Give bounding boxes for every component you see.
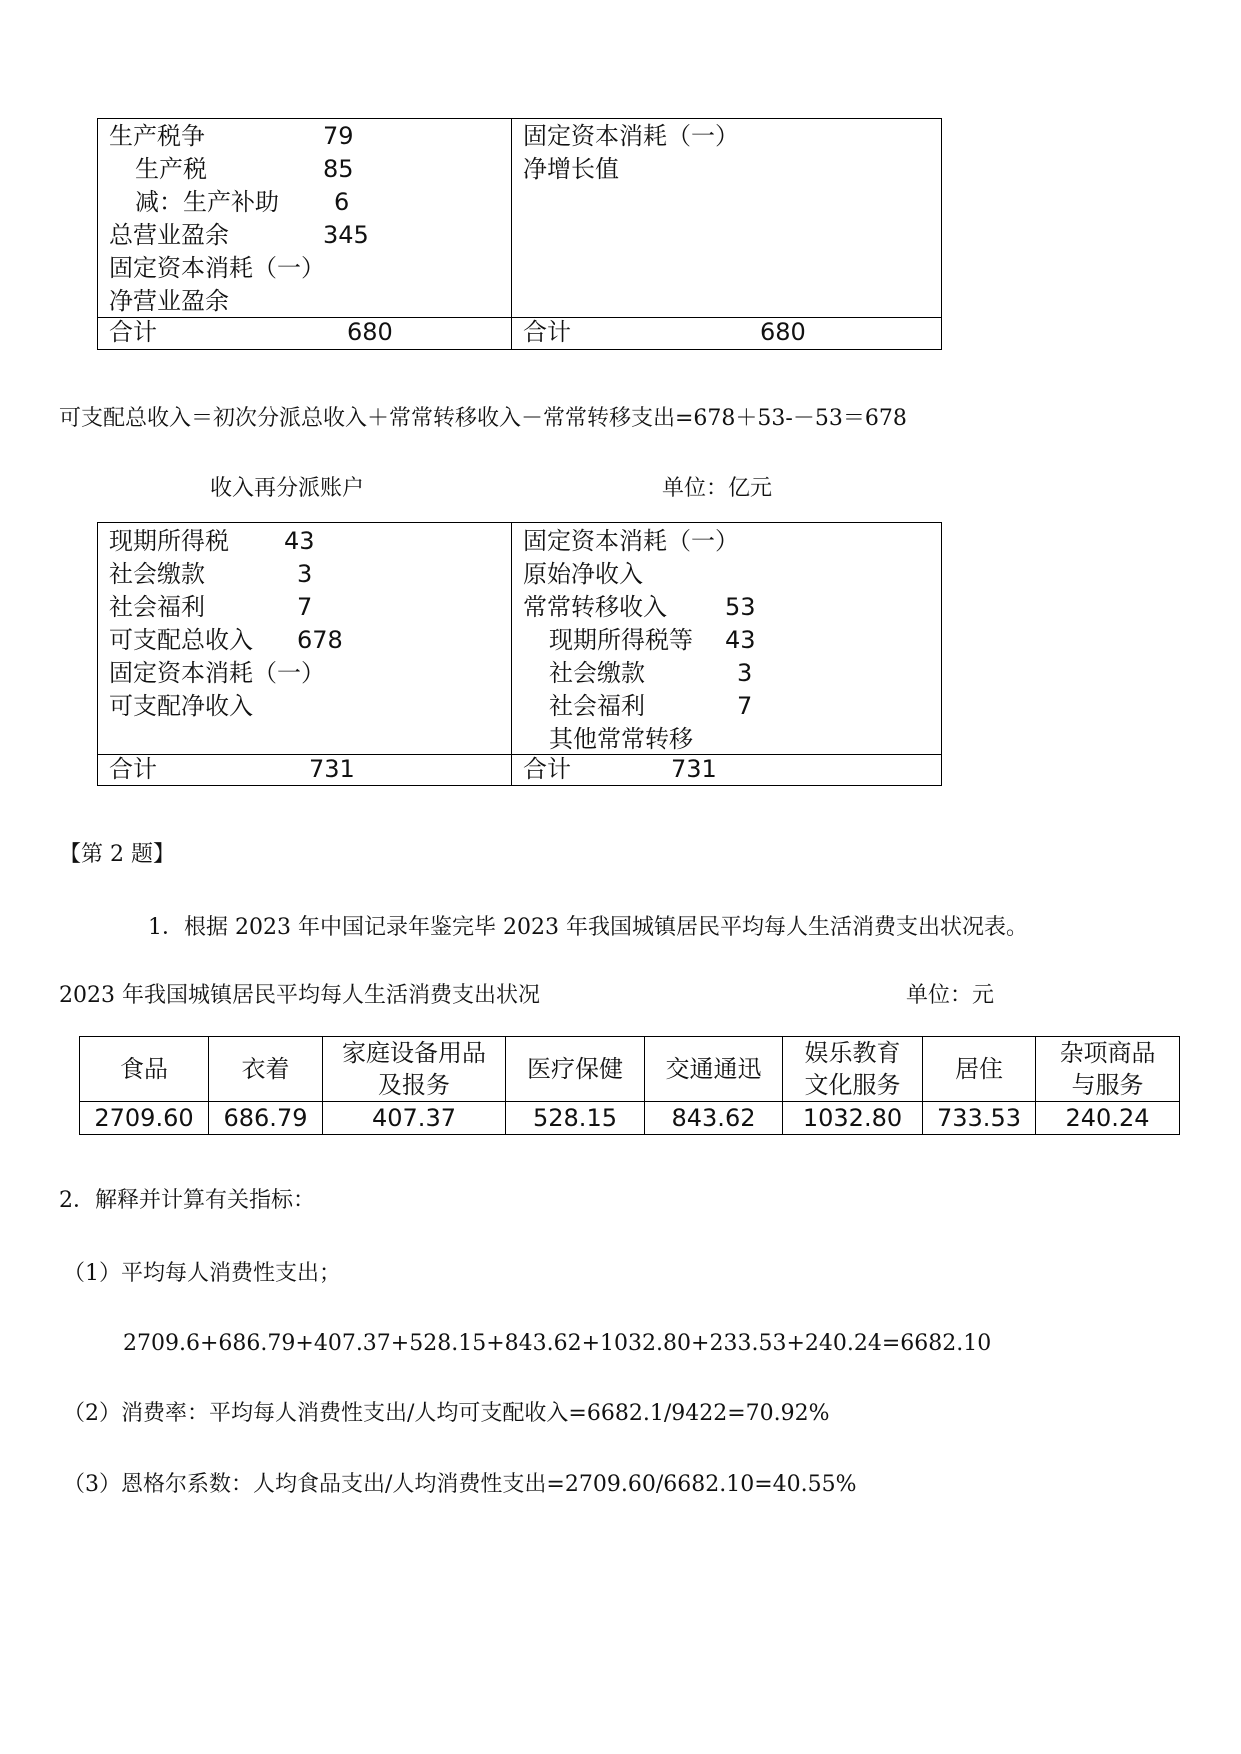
table-unit: 单位：元	[906, 983, 995, 1008]
account-row	[109, 219, 489, 252]
total-label: 合计	[109, 755, 157, 783]
item-1-label: （1）平均每人消费性支出；	[63, 1261, 341, 1286]
account-row	[109, 591, 489, 624]
column-header-line: 交通通迅	[665, 1055, 762, 1083]
row-value: 7	[737, 692, 753, 720]
item-1-calculation: 2709.6+686.79+407.37+528.15+843.62+1032.80+233.53+240.24=6682.10	[123, 1331, 992, 1356]
row-value: 6	[334, 188, 350, 216]
question-heading: 【第 2 题】	[59, 842, 175, 867]
row-label: 生产税	[135, 155, 207, 183]
row-value: 43	[725, 626, 756, 654]
row-label: 减：生产补助	[135, 188, 279, 216]
column-header-line: 娱乐教育	[804, 1039, 901, 1067]
account-row	[523, 120, 903, 153]
total-value: 680	[347, 318, 393, 346]
account-divider	[511, 523, 512, 785]
account-row	[109, 558, 489, 591]
account-row	[523, 657, 903, 690]
column-header-line: 文化服务	[804, 1071, 901, 1099]
account-row	[109, 186, 489, 219]
consumption-header-row	[80, 1037, 1180, 1102]
column-header-line: 医疗保健	[527, 1055, 623, 1083]
row-label: 总营业盈余	[109, 221, 229, 249]
account-row	[109, 153, 489, 186]
account-row	[109, 120, 489, 153]
column-header-line: 与服务	[1071, 1071, 1144, 1099]
consumption-table	[79, 1036, 1180, 1135]
table-cell: 733.53	[923, 1102, 1036, 1135]
total-label: 合计	[523, 318, 571, 346]
question-2-text: 2．解释并计算有关指标：	[59, 1188, 315, 1213]
table-cell: 528.15	[506, 1102, 645, 1135]
total-label: 合计	[109, 318, 157, 346]
total-value: 731	[309, 755, 355, 783]
row-label: 社会福利	[109, 593, 205, 621]
table-cell: 240.24	[1036, 1102, 1180, 1135]
row-value: 43	[284, 527, 315, 555]
row-value: 53	[725, 593, 756, 621]
column-header	[783, 1037, 923, 1102]
row-label: 现期所得税	[109, 527, 229, 555]
account2-unit: 单位：亿元	[662, 476, 773, 501]
item-3-engel-coefficient: （3）恩格尔系数：人均食品支出/人均消费性支出=2709.60/6682.10=40.55%	[63, 1472, 857, 1497]
column-header	[1036, 1037, 1180, 1102]
disposable-income-formula: 可支配总收入＝初次分派总收入＋常常转移收入－常常转移支出=678＋53-－53＝678	[59, 406, 907, 431]
table-cell: 686.79	[209, 1102, 323, 1135]
row-label: 固定资本消耗（一）	[109, 254, 325, 282]
account-row	[523, 153, 903, 186]
account-row	[109, 285, 489, 318]
account2-title: 收入再分派账户	[210, 476, 365, 501]
row-label: 现期所得税等	[549, 626, 693, 654]
table-cell: 2709.60	[80, 1102, 209, 1135]
column-header	[923, 1037, 1036, 1102]
account-divider	[511, 119, 512, 349]
row-label: 社会缴款	[549, 659, 645, 687]
column-header-line: 食品	[120, 1055, 168, 1083]
row-label: 固定资本消耗（一）	[523, 122, 739, 150]
row-label: 原始净收入	[523, 560, 643, 588]
row-label: 常常转移收入	[523, 593, 667, 621]
row-label: 净营业盈余	[109, 287, 229, 315]
item-2-consumption-rate: （2）消费率：平均每人消费性支出/人均可支配收入=6682.1/9422=70.92%	[63, 1401, 830, 1426]
column-header	[323, 1037, 506, 1102]
row-value: 85	[323, 155, 354, 183]
table-cell: 843.62	[645, 1102, 783, 1135]
column-header-line: 居住	[955, 1055, 1003, 1083]
total-value: 731	[671, 755, 717, 783]
row-value: 7	[297, 593, 313, 621]
total-value: 680	[760, 318, 806, 346]
column-header	[506, 1037, 645, 1102]
account-row	[109, 657, 489, 690]
row-label: 社会福利	[549, 692, 645, 720]
column-header-line: 家庭设备用品	[342, 1039, 486, 1067]
table-cell: 407.37	[323, 1102, 506, 1135]
row-value: 3	[737, 659, 753, 687]
account-row	[109, 690, 489, 723]
consumption-value-row	[80, 1102, 1180, 1135]
column-header	[645, 1037, 783, 1102]
row-label: 社会缴款	[109, 560, 205, 588]
question-1-text: 1．根据 2023 年中国记录年鉴完毕 2023 年我国城镇居民平均每人生活消费支出状况表。	[148, 915, 1028, 940]
account-row	[523, 558, 903, 591]
table-title: 2023 年我国城镇居民平均每人生活消费支出状况	[59, 983, 540, 1008]
total-label: 合计	[523, 755, 571, 783]
account-row	[523, 591, 903, 624]
column-header	[209, 1037, 323, 1102]
row-value: 345	[323, 221, 369, 249]
account-row	[523, 690, 903, 723]
account-row	[109, 525, 489, 558]
table-cell: 1032.80	[783, 1102, 923, 1135]
account-row	[109, 252, 489, 285]
row-label: 生产税争	[109, 122, 205, 150]
row-label: 可支配净收入	[109, 692, 253, 720]
row-value: 678	[297, 626, 343, 654]
row-value: 3	[297, 560, 313, 588]
row-label: 其他常常转移	[549, 725, 693, 753]
row-value: 79	[323, 122, 354, 150]
row-label: 固定资本消耗（一）	[523, 527, 739, 555]
column-header-line: 杂项商品	[1059, 1039, 1156, 1067]
row-label: 净增长值	[523, 155, 619, 183]
row-label: 可支配总收入	[109, 626, 253, 654]
account-row	[523, 723, 903, 756]
column-header-line: 衣着	[241, 1055, 290, 1083]
account-row	[523, 624, 903, 657]
column-header	[80, 1037, 209, 1102]
account-row	[109, 624, 489, 657]
account-row	[523, 525, 903, 558]
row-label: 固定资本消耗（一）	[109, 659, 325, 687]
column-header-line: 及报务	[378, 1071, 450, 1099]
